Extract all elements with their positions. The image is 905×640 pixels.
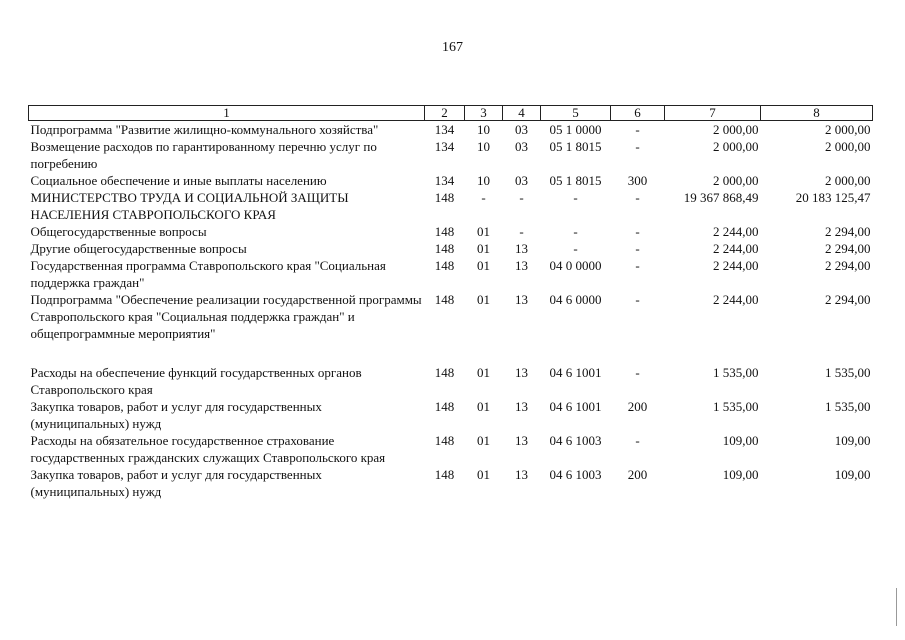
row-code-5: 05 1 8015 — [549, 139, 602, 154]
row-code-2: 148 — [434, 224, 455, 239]
table-row — [29, 189, 873, 223]
row-code-4: 13 — [515, 258, 528, 273]
row-code-4: 03 — [515, 122, 528, 137]
row-amount-7: 19 367 868,49 — [683, 190, 759, 205]
row-code-4: 13 — [515, 433, 528, 448]
column-header-8: 8 — [761, 106, 873, 121]
row-name: Социальное обеспечение и иные выплаты населению — [30, 173, 327, 188]
row-amount-7: 1 535,00 — [713, 365, 759, 380]
row-code-5: 05 1 8015 — [549, 173, 602, 188]
row-name: Возмещение расходов по гарантированному перечню услуг по погребению — [30, 139, 377, 171]
row-amount-8: 2 294,00 — [825, 241, 871, 256]
budget-table — [28, 105, 873, 500]
table-row — [29, 432, 873, 466]
row-code-6: - — [635, 433, 640, 448]
row-name: Общегосударственные вопросы — [30, 224, 207, 239]
row-code-6: - — [635, 190, 640, 205]
row-code-5: 04 6 1001 — [549, 365, 602, 380]
table-row — [29, 364, 873, 398]
row-code-4: - — [519, 224, 524, 239]
row-code-3: - — [481, 190, 486, 205]
row-code-3: 01 — [477, 365, 490, 380]
row-code-6: - — [635, 241, 640, 256]
row-amount-7: 2 244,00 — [713, 241, 759, 256]
row-code-4: 03 — [515, 139, 528, 154]
row-amount-7: 2 000,00 — [713, 122, 759, 137]
page-number: 167 — [442, 40, 463, 55]
row-code-3: 01 — [477, 467, 490, 482]
row-amount-7: 1 535,00 — [713, 399, 759, 414]
row-name: Подпрограмма "Обеспечение реализации государственной программы Ставропольского края "Социальная поддержка граждан" и общепрограммные мероприятия" — [30, 292, 422, 341]
row-amount-8: 1 535,00 — [825, 399, 871, 414]
row-code-2: 148 — [434, 190, 455, 205]
row-amount-7: 2 244,00 — [713, 292, 759, 307]
table-row — [29, 138, 873, 172]
row-code-5: - — [573, 224, 578, 239]
row-code-2: 134 — [434, 173, 455, 188]
table-row — [29, 398, 873, 432]
row-code-3: 10 — [477, 173, 490, 188]
row-amount-8: 1 535,00 — [825, 365, 871, 380]
row-code-5: 04 6 0000 — [549, 292, 602, 307]
row-code-6: - — [635, 258, 640, 273]
row-code-3: 01 — [477, 399, 490, 414]
table-header-row — [29, 106, 873, 121]
row-code-3: 10 — [477, 122, 490, 137]
row-name: Государственная программа Ставропольского края "Социальная поддержка граждан" — [30, 258, 386, 290]
row-code-3: 01 — [477, 224, 490, 239]
row-amount-7: 2 000,00 — [713, 139, 759, 154]
column-header-7: 7 — [665, 106, 761, 121]
row-code-2: 148 — [434, 399, 455, 414]
row-code-2: 148 — [434, 467, 455, 482]
row-name: Закупка товаров, работ и услуг для государственных (муниципальных) нужд — [30, 399, 322, 431]
row-code-6: - — [635, 122, 640, 137]
row-amount-8: 109,00 — [834, 467, 871, 482]
row-name: Другие общегосударственные вопросы — [30, 241, 247, 256]
row-amount-7: 109,00 — [722, 467, 759, 482]
row-name: Расходы на обеспечение функций государственных органов Ставропольского края — [30, 365, 362, 397]
row-code-4: 13 — [515, 399, 528, 414]
row-name: Закупка товаров, работ и услуг для государственных (муниципальных) нужд — [30, 467, 322, 499]
column-header-5: 5 — [541, 106, 611, 121]
column-header-3: 3 — [465, 106, 503, 121]
row-code-5: 04 6 1001 — [549, 399, 602, 414]
row-name: МИНИСТЕРСТВО ТРУДА И СОЦИАЛЬНОЙ ЗАЩИТЫ НАСЕЛЕНИЯ СТАВРОПОЛЬСКОГО КРАЯ — [30, 190, 349, 222]
row-name: Расходы на обязательное государственное страхование государственных гражданских служащих Ставропольского края — [30, 433, 386, 465]
row-code-4: 13 — [515, 292, 528, 307]
row-name: Подпрограмма "Развитие жилищно-коммунального хозяйства" — [30, 122, 379, 137]
row-code-2: 134 — [434, 122, 455, 137]
row-code-2: 148 — [434, 241, 455, 256]
row-code-6: - — [635, 365, 640, 380]
row-amount-7: 2 244,00 — [713, 224, 759, 239]
table-row — [29, 466, 873, 500]
scan-edge-mark — [896, 588, 897, 626]
row-code-5: 05 1 0000 — [549, 122, 602, 137]
row-code-5: - — [573, 241, 578, 256]
row-amount-7: 2 000,00 — [713, 173, 759, 188]
row-amount-8: 2 294,00 — [825, 292, 871, 307]
table-row — [29, 291, 873, 342]
row-code-2: 148 — [434, 433, 455, 448]
row-code-3: 01 — [477, 258, 490, 273]
table-row — [29, 121, 873, 139]
row-code-2: 148 — [434, 292, 455, 307]
row-amount-8: 2 294,00 — [825, 258, 871, 273]
column-header-6: 6 — [611, 106, 665, 121]
row-code-6: 200 — [627, 399, 648, 414]
table-row — [29, 240, 873, 257]
column-header-2: 2 — [425, 106, 465, 121]
row-amount-8: 2 000,00 — [825, 139, 871, 154]
row-code-6: - — [635, 139, 640, 154]
row-code-3: 01 — [477, 292, 490, 307]
table-row — [29, 257, 873, 291]
row-code-3: 01 — [477, 433, 490, 448]
row-amount-8: 2 000,00 — [825, 173, 871, 188]
row-amount-8: 2 294,00 — [825, 224, 871, 239]
table-row — [29, 172, 873, 189]
row-spacer — [29, 342, 873, 364]
row-code-6: 200 — [627, 467, 648, 482]
row-code-3: 10 — [477, 139, 490, 154]
row-code-2: 148 — [434, 365, 455, 380]
row-code-3: 01 — [477, 241, 490, 256]
row-code-5: 04 6 1003 — [549, 467, 602, 482]
row-code-4: 13 — [515, 365, 528, 380]
row-code-5: - — [573, 190, 578, 205]
row-amount-8: 20 183 125,47 — [795, 190, 871, 205]
row-code-4: 03 — [515, 173, 528, 188]
row-amount-8: 109,00 — [834, 433, 871, 448]
column-header-1: 1 — [29, 106, 425, 121]
row-code-6: - — [635, 292, 640, 307]
row-code-4: 13 — [515, 241, 528, 256]
row-amount-7: 2 244,00 — [713, 258, 759, 273]
row-amount-7: 109,00 — [722, 433, 759, 448]
row-code-2: 148 — [434, 258, 455, 273]
column-header-4: 4 — [503, 106, 541, 121]
row-code-6: 300 — [627, 173, 648, 188]
row-code-5: 04 0 0000 — [549, 258, 602, 273]
row-code-4: - — [519, 190, 524, 205]
table-row — [29, 223, 873, 240]
row-code-2: 134 — [434, 139, 455, 154]
row-code-6: - — [635, 224, 640, 239]
row-code-5: 04 6 1003 — [549, 433, 602, 448]
row-code-4: 13 — [515, 467, 528, 482]
row-amount-8: 2 000,00 — [825, 122, 871, 137]
